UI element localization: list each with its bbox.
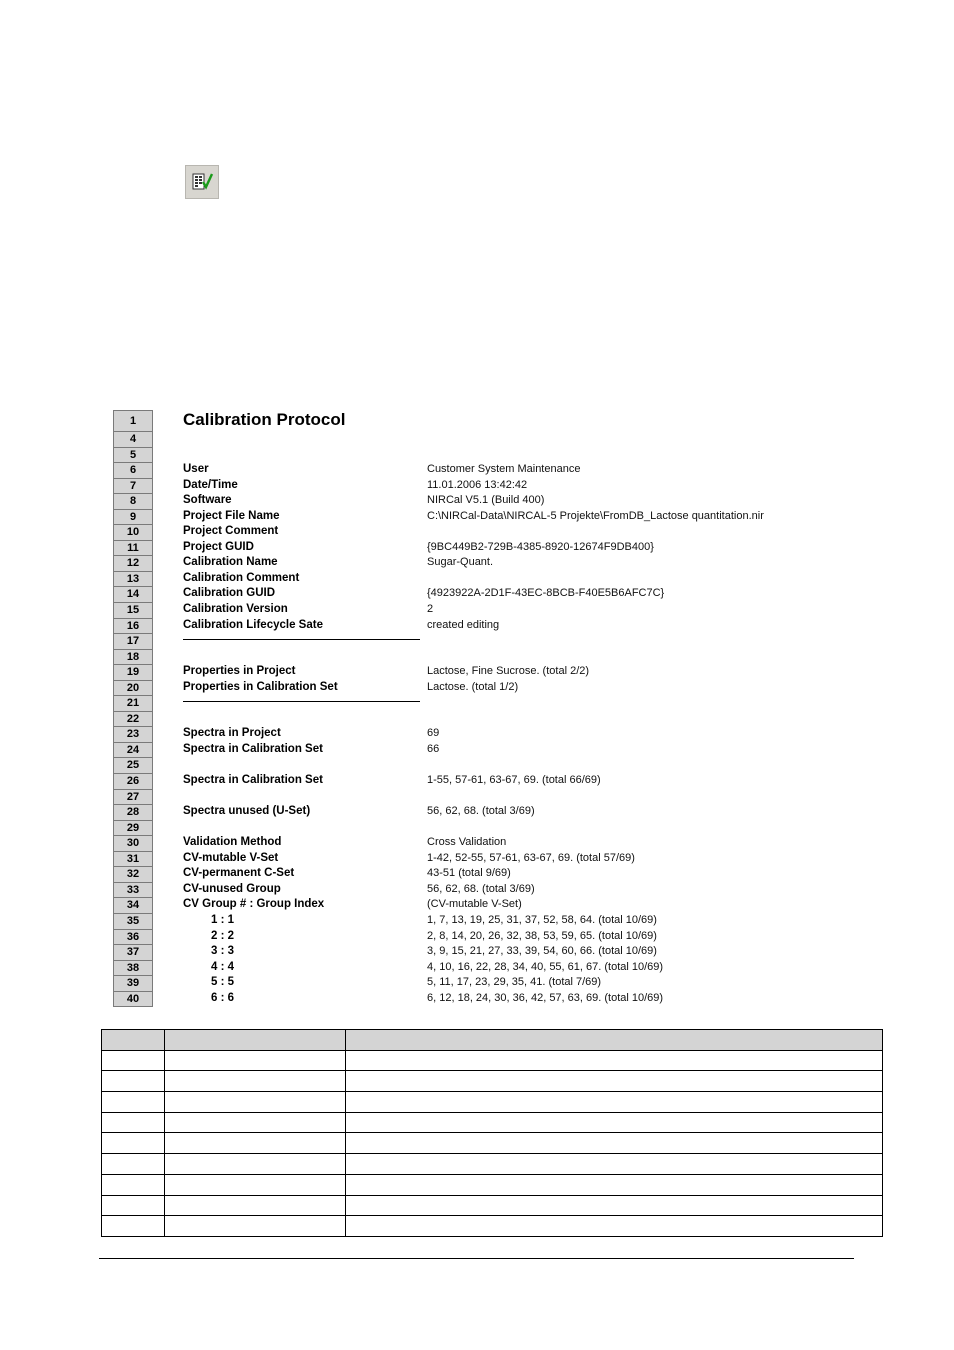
protocol-row (113, 726, 813, 742)
field-value: 11.01.2006 13:42:42 (427, 478, 528, 491)
row-number[interactable]: 8 (113, 493, 153, 509)
protocol-row (113, 618, 813, 634)
field-value: 1, 7, 13, 19, 25, 31, 37, 52, 58, 64. (total 10/69) (427, 913, 657, 926)
row-number[interactable]: 1 (113, 410, 153, 431)
row-number[interactable]: 17 (113, 633, 153, 649)
protocol-row (113, 555, 813, 571)
row-number[interactable]: 33 (113, 882, 153, 898)
row-number[interactable]: 31 (113, 851, 153, 867)
field-label: Properties in Project (183, 665, 296, 678)
table-cell (102, 1092, 165, 1113)
row-number[interactable]: 38 (113, 960, 153, 976)
protocol-row (113, 835, 813, 851)
table-row (102, 1071, 883, 1092)
field-value: 3, 9, 15, 21, 27, 33, 39, 54, 60, 66. (total 10/69) (427, 945, 657, 958)
field-value: 1-42, 52-55, 57-61, 63-67, 69. (total 57/69) (427, 851, 635, 864)
protocol-title: Calibration Protocol (183, 410, 346, 429)
row-number[interactable]: 39 (113, 975, 153, 991)
table-cell (102, 1112, 165, 1133)
protocol-row (113, 960, 813, 976)
row-number[interactable]: 19 (113, 664, 153, 680)
table-cell (165, 1071, 346, 1092)
protocol-rows (113, 431, 813, 1006)
field-label: 3 : 3 (211, 945, 235, 958)
field-label: Spectra in Calibration Set (183, 774, 323, 787)
row-number[interactable]: 11 (113, 540, 153, 556)
row-number[interactable]: 12 (113, 555, 153, 571)
field-value: 2, 8, 14, 20, 26, 32, 38, 53, 59, 65. (total 10/69) (427, 929, 657, 942)
protocol-row (113, 851, 813, 867)
protocol-row (113, 633, 813, 649)
row-number[interactable]: 10 (113, 524, 153, 540)
table-cell (165, 1050, 346, 1071)
protocol-row (113, 975, 813, 991)
protocol-row (113, 571, 813, 587)
field-label: Calibration GUID (183, 587, 276, 600)
field-label: User (183, 463, 209, 476)
table-cell (346, 1133, 883, 1154)
field-label: CV-permanent C-Set (183, 867, 295, 880)
row-number[interactable]: 28 (113, 804, 153, 820)
row-number[interactable]: 27 (113, 789, 153, 805)
protocol-row (113, 711, 813, 727)
field-value: {9BC449B2-729B-4385-8920-12674F9DB400} (427, 540, 654, 553)
table-cell (346, 1154, 883, 1175)
field-value: Sugar-Quant. (427, 556, 494, 569)
row-number[interactable]: 15 (113, 602, 153, 618)
table-cell (102, 1030, 165, 1051)
protocol-row (113, 524, 813, 540)
protocol-row (113, 509, 813, 525)
field-label: Spectra unused (U-Set) (183, 805, 311, 818)
table-header-row (102, 1030, 883, 1051)
protocol-row (113, 789, 813, 805)
field-label: Validation Method (183, 836, 282, 849)
row-number[interactable]: 7 (113, 478, 153, 494)
table-cell (102, 1195, 165, 1216)
sheet-bottom-edge (113, 1006, 153, 1010)
table-cell (165, 1112, 346, 1133)
protocol-row (113, 866, 813, 882)
table-row (102, 1112, 883, 1133)
row-number[interactable]: 21 (113, 695, 153, 711)
field-label: CV-unused Group (183, 882, 281, 895)
field-value: 4, 10, 16, 22, 28, 34, 40, 55, 61, 67. (total 10/69) (427, 960, 664, 973)
protocol-row (113, 757, 813, 773)
protocol-row (113, 929, 813, 945)
table-cell (165, 1195, 346, 1216)
table-cell (165, 1133, 346, 1154)
protocol-row (113, 695, 813, 711)
field-label: CV-mutable V-Set (183, 851, 279, 864)
row-number[interactable]: 26 (113, 773, 153, 789)
protocol-row (113, 540, 813, 556)
row-number[interactable]: 14 (113, 586, 153, 602)
field-value: NIRCal V5.1 (Build 400) (427, 494, 545, 507)
field-value: (CV-mutable V-Set) (427, 898, 522, 911)
table-cell (102, 1133, 165, 1154)
report-check-icon (186, 166, 218, 198)
field-value: {4923922A-2D1F-43EC-8BCB-F40E5B6AFC7C} (427, 587, 665, 600)
field-value: 1-55, 57-61, 63-67, 69. (total 66/69) (427, 774, 601, 787)
field-label: 1 : 1 (211, 913, 235, 926)
row-number[interactable]: 24 (113, 742, 153, 758)
field-label: Project File Name (183, 509, 280, 522)
field-label: 4 : 4 (211, 960, 235, 973)
row-number[interactable]: 20 (113, 680, 153, 696)
table-cell (165, 1216, 346, 1237)
table-cell (165, 1092, 346, 1113)
table-row (102, 1216, 883, 1237)
table-cell (346, 1071, 883, 1092)
protocol-row (113, 649, 813, 665)
field-value: 6, 12, 18, 24, 30, 36, 42, 57, 63, 69. (total 10/69) (427, 991, 664, 1004)
protocol-row (113, 664, 813, 680)
row-number[interactable]: 6 (113, 462, 153, 478)
field-label: CV Group # : Group Index (183, 898, 325, 911)
protocol-row (113, 804, 813, 820)
table-row (102, 1050, 883, 1071)
table-cell (102, 1071, 165, 1092)
table-cell (165, 1030, 346, 1051)
field-label: Calibration Lifecycle Sate (183, 618, 323, 631)
table-cell (165, 1174, 346, 1195)
protocol-row (113, 602, 813, 618)
row-number[interactable]: 25 (113, 757, 153, 773)
protocol-row (113, 944, 813, 960)
row-number[interactable]: 35 (113, 913, 153, 929)
row-number[interactable]: 5 (113, 447, 153, 463)
row-number[interactable]: 37 (113, 944, 153, 960)
field-label: Properties in Calibration Set (183, 680, 338, 693)
protocol-row (113, 991, 813, 1007)
field-label: Calibration Comment (183, 571, 300, 584)
table-cell (346, 1050, 883, 1071)
table-row (102, 1195, 883, 1216)
row-number[interactable]: 36 (113, 929, 153, 945)
field-value: 2 (427, 603, 434, 616)
field-label: Project GUID (183, 540, 254, 553)
field-value: created editing (427, 618, 500, 631)
protocol-row (113, 820, 813, 836)
field-value: 43-51 (total 9/69) (427, 867, 511, 880)
row-number[interactable]: 9 (113, 509, 153, 525)
protocol-row (113, 447, 813, 463)
field-value: 56, 62, 68. (total 3/69) (427, 882, 535, 895)
title-row (113, 410, 813, 431)
table-cell (165, 1154, 346, 1175)
protocol-row (113, 478, 813, 494)
table-cell (346, 1092, 883, 1113)
row-number[interactable]: 32 (113, 866, 153, 882)
protocol-row (113, 913, 813, 929)
row-number[interactable]: 30 (113, 835, 153, 851)
table-cell (346, 1030, 883, 1051)
table-cell (102, 1050, 165, 1071)
table-row (102, 1133, 883, 1154)
field-label: Calibration Name (183, 556, 278, 569)
protocol-row (113, 897, 813, 913)
table-cell (346, 1195, 883, 1216)
field-value: Cross Validation (427, 836, 507, 849)
protocol-row (113, 773, 813, 789)
protocol-row (113, 431, 813, 447)
field-label: Calibration Version (183, 603, 288, 616)
table-cell (102, 1216, 165, 1237)
row-number[interactable]: 16 (113, 618, 153, 634)
table-cell (346, 1112, 883, 1133)
empty-grid-table (101, 1029, 883, 1237)
section-separator (183, 701, 420, 702)
row-number[interactable]: 18 (113, 649, 153, 665)
field-value: Lactose, Fine Sucrose. (total 2/2) (427, 665, 590, 678)
table-row (102, 1174, 883, 1195)
protocol-row (113, 742, 813, 758)
field-label: Spectra in Project (183, 727, 281, 740)
field-value: 66 (427, 742, 440, 755)
table-cell (346, 1174, 883, 1195)
row-number[interactable]: 29 (113, 820, 153, 836)
protocol-row (113, 882, 813, 898)
field-label: Date/Time (183, 478, 238, 491)
table-row (102, 1092, 883, 1113)
field-value: 69 (427, 727, 440, 740)
field-label: 6 : 6 (211, 991, 235, 1004)
field-label: 2 : 2 (211, 929, 235, 942)
table-row (102, 1154, 883, 1175)
row-number[interactable]: 34 (113, 897, 153, 913)
field-label: Software (183, 494, 232, 507)
protocol-row (113, 462, 813, 478)
field-label: Project Comment (183, 525, 279, 538)
calibration-report-icon[interactable] (185, 165, 219, 199)
field-value: 56, 62, 68. (total 3/69) (427, 805, 535, 818)
table-cell (102, 1174, 165, 1195)
footer-rule (99, 1258, 854, 1259)
protocol-row (113, 680, 813, 696)
table-cell (346, 1216, 883, 1237)
field-label: Spectra in Calibration Set (183, 742, 323, 755)
row-number[interactable]: 13 (113, 571, 153, 587)
field-value: 5, 11, 17, 23, 29, 35, 41. (total 7/69) (427, 976, 602, 989)
row-number[interactable]: 4 (113, 431, 153, 447)
field-value: Lactose. (total 1/2) (427, 680, 519, 693)
row-number[interactable]: 40 (113, 991, 153, 1007)
field-value: Customer System Maintenance (427, 463, 581, 476)
section-separator (183, 639, 420, 640)
calibration-protocol-sheet (113, 410, 813, 1006)
protocol-row (113, 586, 813, 602)
protocol-row (113, 493, 813, 509)
row-number[interactable]: 22 (113, 711, 153, 727)
field-label: 5 : 5 (211, 976, 235, 989)
row-number[interactable]: 23 (113, 726, 153, 742)
table-cell (102, 1154, 165, 1175)
field-value: C:\NIRCal-Data\NIRCAL-5 Projekte\FromDB_Lactose quantitation.nir (427, 509, 764, 522)
